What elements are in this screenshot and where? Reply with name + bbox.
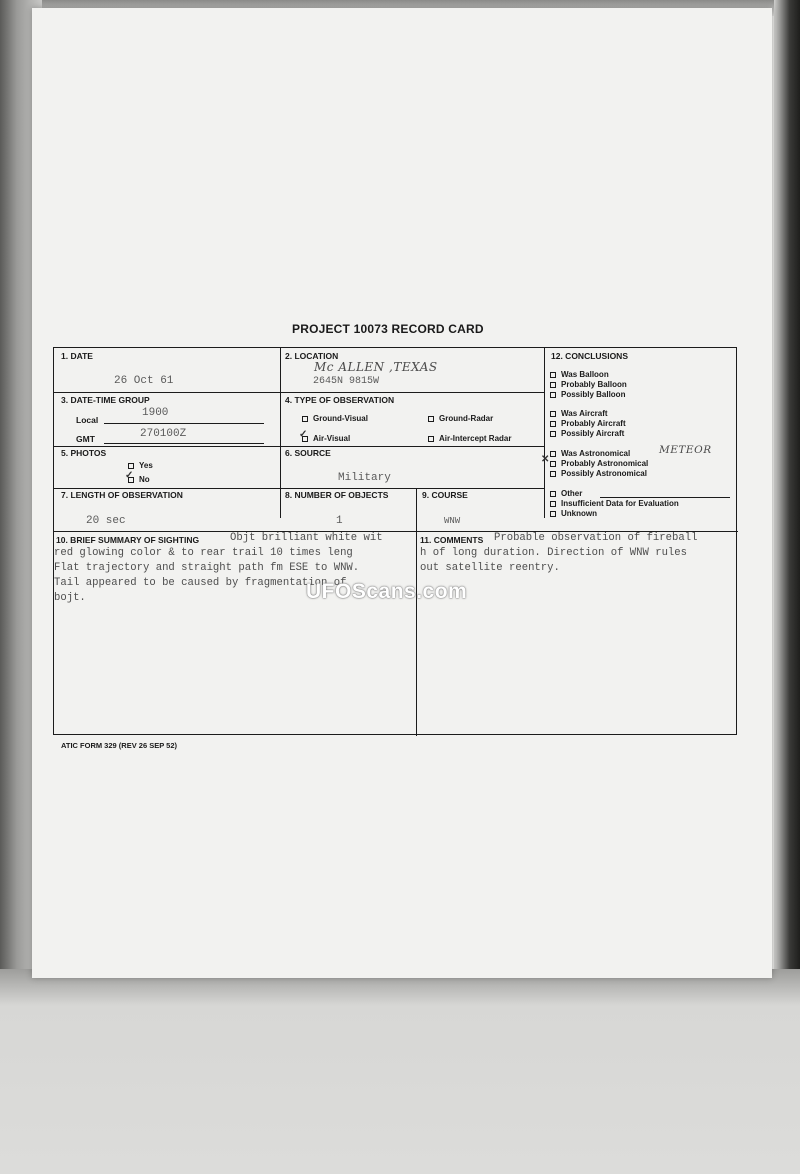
check-mark-icon: ✕ <box>541 454 550 465</box>
dtg-label: 3. DATE-TIME GROUP <box>61 395 150 405</box>
dtg-local-value: 1900 <box>142 407 169 419</box>
conclusion-item: Was Aircraft <box>550 409 608 418</box>
summary-line: Objt brilliant white wit <box>230 532 383 544</box>
type-label: 4. TYPE OF OBSERVATION <box>285 395 395 405</box>
checkbox <box>428 436 434 442</box>
check-mark-icon: ✓ <box>125 470 134 481</box>
checkbox <box>550 392 556 398</box>
date-label: 1. DATE <box>61 351 93 361</box>
summary-label: 10. BRIEF SUMMARY OF SIGHTING <box>56 535 200 545</box>
checkbox <box>128 463 134 469</box>
source-value: Military <box>338 472 391 484</box>
check-mark-icon: ✓ <box>299 429 308 440</box>
conclusion-handwritten-note: METEOR <box>659 444 712 456</box>
checkbox <box>550 471 556 477</box>
photos-yes: Yes <box>128 461 153 470</box>
comments-line: out satellite reentry. <box>420 562 560 574</box>
photos-label: 5. PHOTOS <box>61 448 107 458</box>
dtg-gmt-label: GMT <box>76 434 95 444</box>
checkbox <box>550 421 556 427</box>
checkbox <box>428 416 434 422</box>
type-air-intercept-radar: Air-Intercept Radar <box>428 434 511 443</box>
comments-line: Probable observation of fireball <box>494 532 698 544</box>
length-value: 20 sec <box>86 515 126 527</box>
conclusion-item: Other <box>550 489 582 498</box>
summary-line: bojt. <box>54 592 86 604</box>
conclusion-item: Probably Aircraft <box>550 419 626 428</box>
location-label: 2. LOCATION <box>285 351 339 361</box>
summary-line: Flat trajectory and straight path fm ESE to WNW. <box>54 562 360 574</box>
conclusion-item: Possibly Balloon <box>550 390 625 399</box>
length-label: 7. LENGTH OF OBSERVATION <box>61 490 183 500</box>
date-value: 26 Oct 61 <box>114 375 174 387</box>
conclusion-item: Probably Balloon <box>550 380 627 389</box>
dtg-gmt-value: 270100Z <box>140 428 187 440</box>
checkbox <box>550 511 556 517</box>
source-label: 6. SOURCE <box>285 448 331 458</box>
objects-label: 8. NUMBER OF OBJECTS <box>285 490 389 500</box>
type-ground-radar: Ground-Radar <box>428 414 493 423</box>
summary-line: red glowing color & to rear trail 10 times leng <box>54 547 353 559</box>
conclusions-label: 12. CONCLUSIONS <box>551 351 628 361</box>
checkbox <box>550 491 556 497</box>
checkbox <box>302 416 308 422</box>
type-air-visual: Air-Visual <box>302 434 350 443</box>
checkbox <box>550 372 556 378</box>
course-label: 9. COURSE <box>422 490 468 500</box>
location-coords: 2645N 9815W <box>313 376 380 387</box>
checkbox <box>550 501 556 507</box>
checkbox <box>550 431 556 437</box>
scan-edge-bottom <box>0 969 800 1174</box>
type-ground-visual: Ground-Visual <box>302 414 368 423</box>
course-value: WNW <box>444 516 461 526</box>
objects-value: 1 <box>336 515 343 527</box>
form-identifier: ATIC FORM 329 (REV 26 SEP 52) <box>61 741 178 750</box>
conclusion-item: Possibly Astronomical <box>550 469 647 478</box>
watermark: UFOScans.com <box>306 580 468 603</box>
comments-label: 11. COMMENTS <box>420 535 484 545</box>
checkbox <box>550 382 556 388</box>
checkbox <box>550 451 556 457</box>
location-handwritten: Mc ALLEN ,TEXAS <box>314 360 438 374</box>
checkbox-checked <box>550 461 556 467</box>
summary-line: Tail appeared to be caused by fragmentation of <box>54 577 347 589</box>
checkbox <box>550 411 556 417</box>
conclusion-item: Insufficient Data for Evaluation <box>550 499 679 508</box>
conclusion-item: Possibly Aircraft <box>550 429 624 438</box>
card-title: PROJECT 10073 RECORD CARD <box>292 322 484 336</box>
conclusion-item: Was Astronomical <box>550 449 630 458</box>
conclusion-item: Unknown <box>550 509 597 518</box>
dtg-local-label: Local <box>76 415 99 425</box>
photos-no: No <box>128 475 150 484</box>
conclusion-item-checked: Probably Astronomical <box>550 459 648 468</box>
conclusion-item: Was Balloon <box>550 370 609 379</box>
comments-line: h of long duration. Direction of WNW rules <box>420 547 688 559</box>
